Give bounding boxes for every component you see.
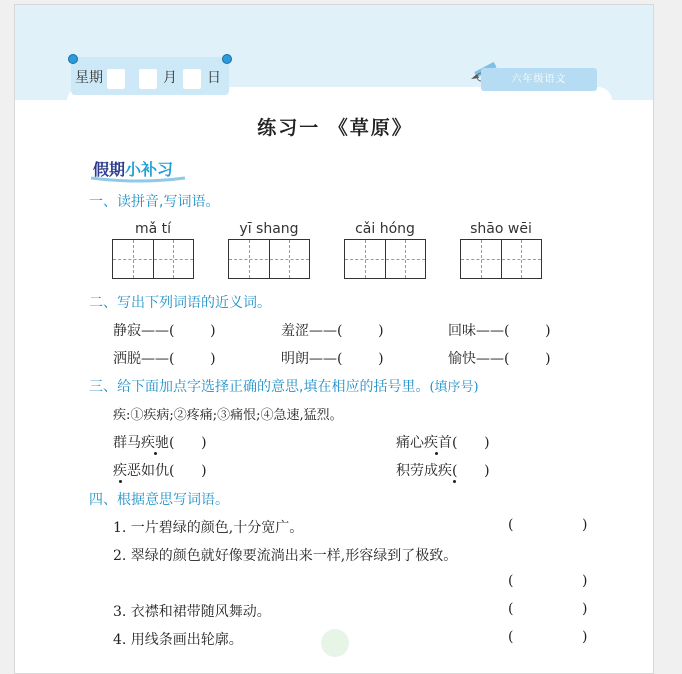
pinyin-3: cǎi hóng [355, 221, 415, 237]
writing-grid[interactable] [228, 239, 310, 279]
pinyin-1: mǎ tí [134, 221, 172, 237]
choice-item: 积劳成疾( ) [396, 463, 490, 479]
weekday-label: 星期 [75, 70, 103, 86]
holiday-text-b: 小补习 [125, 160, 174, 179]
writing-grid[interactable] [112, 239, 194, 279]
writing-grid[interactable] [344, 239, 426, 279]
month-cell[interactable] [139, 69, 157, 89]
section2-heading: 二、写出下列词语的近义词。 [89, 295, 271, 311]
pin-icon [68, 54, 78, 64]
holiday-text-a: 假期 [93, 160, 126, 179]
section3-heading-text: 三、给下面加点字选择正确的意思,填在相应的括号里。 [89, 379, 430, 395]
synonym-item: 愉快——( ) [448, 351, 551, 367]
answer-close: ) [582, 629, 588, 645]
weekday-cell[interactable] [107, 69, 125, 89]
day-label: 日 [207, 70, 221, 86]
date-box [71, 57, 229, 95]
synonym-item: 羞涩——( ) [281, 323, 384, 339]
section4-heading: 四、根据意思写词语。 [89, 492, 229, 508]
synonym-item: 明朗——( ) [281, 351, 384, 367]
pinyin-2: yī shang [239, 221, 299, 237]
choice-item: 痛心疾首( ) [396, 435, 490, 451]
answer-open: ( [508, 601, 514, 617]
grade-label: 六年级语文 [481, 68, 597, 91]
answer-open: ( [508, 573, 514, 589]
choice-item: 疾恶如仇( ) [113, 463, 207, 479]
answer-close: ) [582, 601, 588, 617]
definition-item: 1. 一片碧绿的颜色,十分宽广。 [113, 520, 304, 536]
definition-item: 2. 翠绿的颜色就好像要流淌出来一样,形容绿到了极致。 [113, 548, 458, 564]
definition-item: 4. 用线条画出轮廓。 [113, 632, 243, 648]
answer-open: ( [508, 629, 514, 645]
emphasis-dot [119, 480, 122, 483]
emphasis-dot [154, 452, 157, 455]
pinyin-4: shāo wēi [470, 221, 532, 237]
watermark-icon [315, 623, 375, 663]
synonym-item: 洒脱——( ) [113, 351, 216, 367]
synonym-item: 回味——( ) [448, 323, 551, 339]
page-title: 练习一 《草原》 [257, 117, 413, 139]
definition-item: 3. 衣襟和裙带随风舞动。 [113, 604, 271, 620]
answer-close: ) [582, 573, 588, 589]
day-cell[interactable] [183, 69, 201, 89]
pin-icon [222, 54, 232, 64]
emphasis-dot [453, 480, 456, 483]
answer-open: ( [508, 517, 514, 533]
section1-heading: 一、读拼音,写词语。 [89, 194, 220, 210]
char-meaning: 疾:①疾病;②疼痛;③痛恨;④急速,猛烈。 [113, 408, 343, 423]
month-label: 月 [163, 70, 177, 86]
emphasis-dot [435, 452, 438, 455]
writing-grid[interactable] [460, 239, 542, 279]
synonym-item: 静寂——( ) [113, 323, 216, 339]
answer-close: ) [582, 517, 588, 533]
choice-item: 群马疾驰( ) [113, 435, 207, 451]
section3-hint: (填序号) [429, 380, 479, 395]
worksheet-page [14, 4, 654, 674]
section3-heading [89, 376, 479, 396]
holiday-underline [89, 175, 187, 183]
